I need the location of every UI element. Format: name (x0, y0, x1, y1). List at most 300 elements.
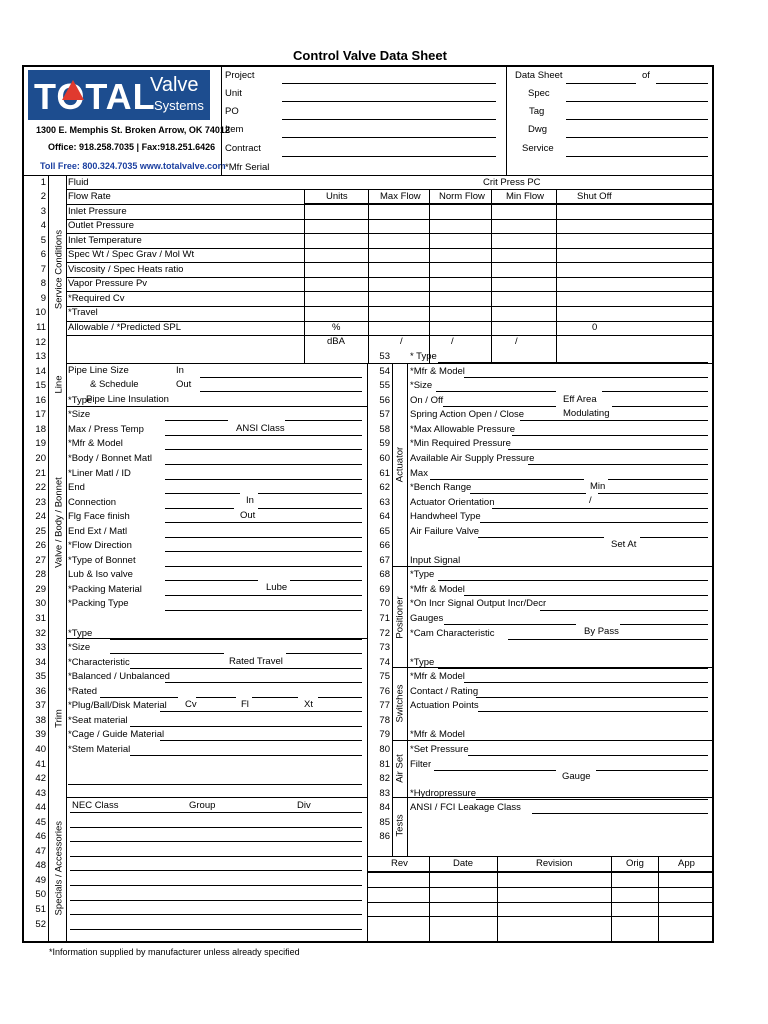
section-label-tests: Tests (394, 814, 406, 837)
actuator-field[interactable] (598, 493, 708, 494)
column-divider (48, 175, 49, 942)
actuator-row-label: *Bench Range (410, 482, 472, 494)
row-number: 85 (379, 816, 390, 828)
row-divider (66, 204, 713, 205)
specials-field[interactable] (70, 841, 362, 842)
actuator-field[interactable] (478, 537, 604, 538)
body-field[interactable] (165, 479, 362, 480)
switches-field[interactable] (478, 711, 708, 712)
switches-row-label: Contact / Rating (410, 685, 479, 697)
row-divider (66, 291, 713, 292)
trim-row-label: *Plug/Ball/Disk Material (68, 700, 167, 712)
switches-field[interactable] (464, 682, 708, 683)
div-label: Div (297, 800, 311, 811)
row-divider (66, 277, 713, 278)
pipe-line-size-label: Pipe Line Size (68, 365, 129, 376)
bypass-label: By Pass (584, 626, 619, 637)
body-row-label: *Packing Material (68, 583, 142, 595)
body-field[interactable] (285, 420, 362, 421)
actuator-row-label: Spring Action Open / Close (410, 409, 525, 421)
row-number: 5 (40, 234, 46, 246)
row-number: 29 (35, 583, 46, 595)
airset-field[interactable] (434, 770, 556, 771)
service-row-label: *Travel (68, 307, 98, 319)
actuator-field[interactable] (443, 406, 556, 407)
row-number: 68 (379, 569, 390, 581)
revision-header-top (367, 856, 713, 857)
eff-area-label: Eff Area (563, 394, 597, 405)
actuator-field[interactable] (602, 391, 708, 392)
row-number: 61 (379, 467, 390, 479)
row-number: 79 (379, 729, 390, 741)
trim-row-label: *Seat material (68, 714, 128, 726)
row-number: 32 (35, 627, 46, 639)
actuator-field[interactable] (608, 479, 708, 480)
row-divider (66, 189, 713, 190)
logo-main: TOTAL (34, 76, 156, 117)
actuator-row-label: * Type (410, 351, 437, 363)
fluid-label: Fluid (68, 177, 89, 188)
header-unit-field[interactable] (282, 101, 496, 102)
nec-class-label: NEC Class (72, 800, 119, 811)
actuator-row-label: Handwheel Type (410, 511, 481, 523)
header-of-label: of (642, 70, 650, 81)
specials-field[interactable] (70, 885, 362, 886)
row-number: 23 (35, 496, 46, 508)
trim-field[interactable] (318, 697, 362, 698)
trim-field[interactable] (130, 755, 362, 756)
tests-field[interactable] (476, 799, 708, 800)
header-divider (506, 66, 507, 176)
row-number: 22 (35, 482, 46, 494)
switches-field[interactable] (476, 697, 708, 698)
body-row-label: Connection (68, 496, 117, 508)
positioner-row-label: Gauges (410, 613, 444, 624)
row-number: 60 (379, 452, 390, 464)
body-field[interactable] (165, 566, 362, 567)
row-number: 57 (379, 409, 390, 421)
actuator-field[interactable] (480, 522, 708, 523)
company-logo (28, 70, 210, 120)
row-number: 31 (35, 613, 46, 624)
revision-row-divider (367, 887, 713, 888)
trim-field[interactable] (110, 653, 224, 654)
positioner-row-label: *Type (410, 569, 435, 581)
trim-row-label: *Stem Material (68, 743, 131, 755)
row-number: 62 (379, 482, 390, 494)
row-number: 65 (379, 525, 390, 537)
service-row-label: Allowable / *Predicted SPL (68, 322, 182, 333)
row-number: 72 (379, 627, 390, 639)
column-divider (392, 363, 393, 857)
trim-row-label: *Type (68, 627, 93, 639)
specials-field[interactable] (70, 856, 362, 857)
logo-systems: Systems (154, 98, 204, 113)
positioner-field[interactable] (464, 595, 708, 596)
line-out-field[interactable] (200, 391, 362, 392)
row-number: 49 (35, 874, 46, 886)
body-row-label: Lub & Iso valve (68, 569, 133, 581)
positioner-row-label: *Cam Characteristic (410, 627, 495, 639)
row-number: 78 (379, 714, 390, 726)
row-number: 13 (35, 351, 46, 363)
section-label-specials: Specials / Accessories (53, 820, 65, 916)
header-contract-field[interactable] (282, 156, 496, 157)
trim-field[interactable] (110, 639, 362, 640)
revision-col-date: Date (453, 858, 474, 869)
row-number: 36 (35, 685, 46, 697)
row-number: 2 (40, 191, 46, 203)
body-row-label: *Type of Bonnet (68, 554, 136, 566)
header-project-label: Project (225, 70, 255, 81)
fl-label: Fl (241, 699, 249, 710)
row-divider (66, 306, 713, 307)
row-number: 16 (35, 394, 46, 406)
service-row-label: Inlet Temperature (68, 234, 142, 246)
specials-field[interactable] (70, 929, 362, 930)
trim-field[interactable] (196, 697, 236, 698)
row-number: 82 (379, 773, 390, 785)
row-number: 80 (379, 743, 390, 755)
row-number: 73 (379, 642, 390, 654)
line-in-field[interactable] (200, 377, 362, 378)
trim-field[interactable] (100, 697, 178, 698)
positioner-field[interactable] (508, 639, 708, 640)
specials-field[interactable] (70, 900, 362, 901)
body-row-label: *Type (68, 394, 93, 406)
body-field[interactable] (165, 595, 362, 596)
group-label: Group (189, 800, 216, 811)
switches-row-label: *Mfr & Model (410, 671, 465, 683)
revision-col-divider (429, 856, 430, 942)
revision-col-divider (497, 856, 498, 942)
positioner-row-label: Input Signal (410, 554, 461, 566)
actuator-field[interactable] (508, 449, 708, 450)
row-number: 52 (35, 918, 46, 930)
revision-row-divider (367, 916, 713, 917)
col-min-flow: Min Flow (506, 191, 545, 202)
spl-slash-norm: / (451, 336, 454, 347)
end-in-label: In (246, 495, 254, 506)
body-field[interactable] (290, 580, 362, 581)
row-number: 3 (40, 205, 46, 217)
row-number: 14 (35, 365, 46, 377)
row-number: 58 (379, 423, 390, 435)
body-row-label: Flg Face finish (68, 511, 130, 523)
body-field[interactable] (258, 493, 362, 494)
trim-row-label: *Size (68, 642, 91, 654)
row-number: 8 (40, 278, 46, 290)
row-divider (66, 233, 713, 234)
row-number: 74 (379, 656, 390, 668)
crit-press-label: Crit Press PC (483, 177, 541, 188)
body-field[interactable] (258, 508, 362, 509)
row-number: 81 (379, 758, 390, 770)
trim-field[interactable] (252, 697, 298, 698)
actuator-row-label: *Max Allowable Pressure (410, 423, 516, 435)
row-number: 83 (379, 787, 390, 799)
header-contract-label: Contract (225, 143, 261, 154)
min-label: Min (590, 481, 606, 492)
row-number: 53 (379, 351, 390, 363)
row-number: 59 (379, 438, 390, 450)
section-label-actuator: Actuator (394, 446, 406, 483)
row-number: 84 (379, 802, 390, 814)
row-number: 10 (35, 307, 46, 319)
row-number: 67 (379, 554, 390, 566)
trim-row-label: *Rated (68, 685, 98, 697)
actuator-row-label: On / Off (410, 394, 444, 406)
row-number: 42 (35, 773, 46, 785)
actuator-row-label: Air Failure Valve (410, 525, 479, 537)
actuator-field[interactable] (430, 479, 584, 480)
trim-field[interactable] (165, 682, 362, 683)
trim-field[interactable] (160, 740, 362, 741)
actuator-field[interactable] (470, 493, 586, 494)
trim-field[interactable] (130, 726, 362, 727)
row-number: 1 (40, 176, 46, 188)
section-label-line: Line (53, 375, 65, 394)
travel-unit: % (332, 322, 341, 333)
section-label-service: Service Conditions (53, 229, 65, 310)
body-field[interactable] (165, 493, 240, 494)
row-number: 19 (35, 438, 46, 450)
insulation-label: Pipe Line Insulation (86, 394, 169, 405)
trim-blank-field[interactable] (68, 784, 362, 785)
data-sheet-of-field[interactable] (656, 83, 708, 84)
col-max-flow: Max Flow (380, 191, 421, 202)
body-field[interactable] (165, 580, 258, 581)
row-divider (66, 219, 713, 220)
body-field[interactable] (165, 610, 362, 611)
rated-travel-label: Rated Travel (229, 656, 283, 667)
section-label-switches: Switches (394, 684, 406, 723)
revision-col-orig: Orig (626, 858, 644, 869)
row-number: 15 (35, 380, 46, 392)
row-number: 9 (40, 292, 46, 304)
row-number: 35 (35, 671, 46, 683)
row-number: 33 (35, 642, 46, 654)
positioner-field[interactable] (540, 610, 708, 611)
section-divider (66, 797, 367, 798)
actuator-field[interactable] (528, 464, 708, 465)
row-number: 50 (35, 889, 46, 901)
actuator-row-label: Max (410, 467, 428, 479)
airset-row-label: *Set Pressure (410, 743, 469, 755)
row-number: 47 (35, 845, 46, 857)
travel-shutoff: 0 (592, 322, 598, 333)
positioner-field[interactable] (444, 624, 576, 625)
header-unit-label: Unit (225, 88, 242, 99)
tests-field[interactable] (532, 813, 708, 814)
row-number: 27 (35, 554, 46, 566)
body-field[interactable] (165, 537, 362, 538)
row-number: 6 (40, 249, 46, 261)
body-row-label: *Flow Direction (68, 540, 132, 552)
row-number: 56 (379, 394, 390, 406)
positioner-row-label: *On Incr Signal Output Incr/Decr (410, 598, 547, 610)
row-number: 41 (35, 758, 46, 770)
service-row-label: Outlet Pressure (68, 220, 134, 232)
header-project-field[interactable] (282, 83, 496, 84)
body-field[interactable] (165, 551, 362, 552)
body-row-label: End (68, 482, 85, 494)
row-number: 25 (35, 525, 46, 537)
section-label-trim: Trim (53, 709, 65, 728)
actuator-field[interactable] (436, 391, 556, 392)
set-at-label: Set At (611, 539, 637, 550)
body-row-label: *Size (68, 409, 91, 421)
actuator-row-label: Available Air Supply Pressure (410, 452, 535, 464)
airset-row-label: *Mfr & Model (410, 729, 465, 741)
footnote: *Information supplied by manufacturer unless already specified (49, 947, 300, 957)
gauge-label: Gauge (562, 771, 591, 782)
row-number: 48 (35, 860, 46, 872)
row-number: 71 (379, 613, 390, 624)
modulating-label: Modulating (563, 408, 610, 419)
lube-label: Lube (266, 582, 288, 593)
actuator-row-label: *Size (410, 380, 433, 392)
airset-field[interactable] (468, 755, 708, 756)
column-divider (66, 175, 67, 942)
row-number: 66 (379, 540, 390, 552)
specials-field[interactable] (70, 827, 362, 828)
actuator-row-label: Actuator Orientation (410, 496, 495, 508)
row-divider (66, 335, 713, 336)
row-number: 54 (379, 365, 390, 377)
col-shut-off: Shut Off (577, 191, 612, 202)
trim-field[interactable] (160, 711, 362, 712)
row-number: 18 (35, 423, 46, 435)
revision-col-app: App (678, 858, 695, 869)
specials-field[interactable] (70, 812, 362, 813)
actuator-field[interactable] (520, 420, 708, 421)
row-number: 20 (35, 452, 46, 464)
row-number: 37 (35, 700, 46, 712)
connection-out-label: Out (240, 510, 256, 521)
spec-field[interactable] (566, 101, 708, 102)
dwg-field[interactable] (566, 137, 708, 138)
actuator-field[interactable] (612, 406, 708, 407)
body-field[interactable] (165, 420, 228, 421)
section-divider (392, 667, 713, 668)
trim-row-label: *Characteristic (68, 656, 130, 668)
row-number: 70 (379, 598, 390, 610)
spl-slash-max: / (400, 336, 403, 347)
column-divider (407, 363, 408, 857)
body-field[interactable] (165, 508, 234, 509)
service-row-label: Viscosity / Spec Heats ratio (68, 263, 184, 275)
service-row-label: Inlet Pressure (68, 205, 127, 217)
service-row-label: Spec Wt / Spec Grav / Mol Wt (68, 249, 195, 261)
section-divider (392, 797, 713, 798)
positioner-field[interactable] (438, 580, 708, 581)
company-address: 1300 E. Memphis St. Broken Arrow, OK 74012 (36, 125, 230, 135)
actuator-row-label: *Min Required Pressure (410, 438, 511, 450)
actuator-field[interactable] (492, 508, 708, 509)
specials-field[interactable] (70, 870, 362, 871)
body-row-label: Max / Press Temp (68, 423, 144, 435)
row-number: 34 (35, 656, 46, 668)
col-norm-flow: Norm Flow (439, 191, 485, 202)
positioner-row-label: *Mfr & Model (410, 583, 465, 595)
tests-row-label: ANSI / FCI Leakage Class (410, 802, 521, 814)
switches-row-label: Actuation Points (410, 700, 479, 712)
header-data-sheet-label: Data Sheet (515, 70, 563, 81)
service-row-label: *Required Cv (68, 292, 125, 304)
body-field[interactable] (165, 449, 362, 450)
revision-row-divider (367, 872, 713, 873)
body-field[interactable] (165, 435, 362, 436)
row-number: 38 (35, 714, 46, 726)
header-item-field[interactable] (282, 137, 496, 138)
spl-unit: dBA (327, 336, 345, 347)
revision-col-rev: Rev (391, 858, 408, 869)
section-divider (392, 566, 713, 567)
data-sheet-field[interactable] (566, 83, 636, 84)
body-row-label: *Liner Matl / ID (68, 467, 131, 479)
bench-slash: / (589, 495, 592, 506)
actuator-field[interactable] (512, 435, 708, 436)
trim-row-label: *Cage / Guide Material (68, 729, 165, 741)
line-out-label: Out (176, 379, 192, 390)
body-field[interactable] (165, 522, 362, 523)
section-divider (392, 740, 713, 741)
row-number: 46 (35, 831, 46, 843)
logo-triangle-icon (62, 80, 84, 100)
revision-col-divider (658, 856, 659, 942)
row-number: 11 (36, 322, 46, 333)
tag-field[interactable] (566, 119, 708, 120)
page-title: Control Valve Data Sheet (293, 48, 447, 63)
trim-field[interactable] (286, 653, 362, 654)
actuator-field[interactable] (464, 377, 708, 378)
positioner-field[interactable] (620, 624, 708, 625)
body-row-label: End Ext / Matl (68, 525, 128, 537)
schedule-label: & Schedule (90, 379, 139, 390)
section-divider (66, 363, 713, 364)
section-label-body: Valve / Body / Bonnet (53, 477, 65, 568)
trim-row-label: *Balanced / Unbalanced (68, 671, 170, 683)
actuator-row-label: *Mfr & Model (410, 365, 465, 377)
body-field[interactable] (165, 464, 362, 465)
airset-row-label: Filter (410, 758, 432, 770)
logo-valve: Valve (150, 74, 199, 96)
service-row-label: Flow Rate (68, 191, 111, 203)
actuator-field[interactable] (640, 537, 708, 538)
revision-col-revision: Revision (536, 858, 573, 869)
tests-row-label: *Hydropressure (410, 787, 476, 799)
row-number: 43 (35, 787, 46, 799)
specials-field[interactable] (70, 914, 362, 915)
row-number: 75 (379, 671, 390, 683)
row-number: 39 (35, 729, 46, 741)
switches-row-label: *Type (410, 656, 435, 668)
header-divider (23, 175, 713, 176)
body-row-label: *Body / Bonnet Matl (68, 452, 152, 464)
header-spec-label: Spec (528, 88, 550, 99)
header-po-field[interactable] (282, 119, 496, 120)
row-number: 63 (379, 496, 390, 508)
service-field[interactable] (566, 156, 708, 157)
actuator-field[interactable] (438, 362, 708, 363)
airset-field[interactable] (596, 770, 708, 771)
col-units: Units (326, 191, 348, 202)
section-label-airset: Air Set (394, 754, 406, 783)
body-field[interactable] (165, 406, 362, 407)
header-po-label: PO (225, 106, 239, 117)
row-number: 55 (379, 380, 390, 392)
